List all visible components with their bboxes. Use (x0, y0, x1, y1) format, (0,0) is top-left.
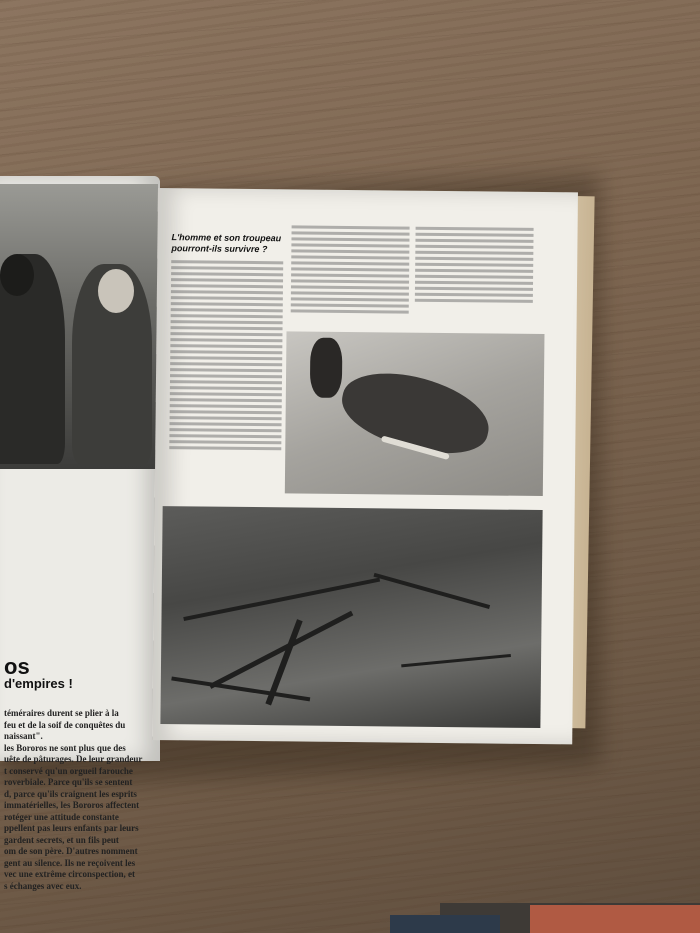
text-column-2 (291, 225, 410, 326)
body-line: roverbiale. Parce qu'ils se sentent (4, 777, 133, 787)
body-line: naissant". (4, 731, 43, 741)
floor-tiles (530, 905, 700, 933)
body-line: uête de pâturages. De leur grandeur (4, 754, 143, 764)
body-line: gardent secrets, et un fils peut (4, 834, 119, 845)
text-column-3 (415, 227, 534, 328)
left-heading: os (4, 654, 30, 679)
portrait-photo (0, 184, 158, 469)
face-right (98, 269, 134, 313)
left-subheading: d'empires ! (4, 676, 73, 691)
body-line: d, parce qu'ils craignent les esprits (4, 788, 137, 799)
body-line: vec une extrême circonspection, et (4, 869, 136, 879)
calf (310, 338, 343, 398)
body-line: téméraires durent se plier à la (4, 708, 119, 718)
left-page (0, 176, 160, 891)
cattle-photo (285, 331, 545, 496)
blue-cloth (390, 915, 500, 933)
body-line: s échanges avec eux. (4, 880, 82, 891)
text-column-1 (169, 260, 283, 491)
left-body-text (4, 708, 154, 892)
body-line: ppellent pas leurs enfants par leurs (4, 823, 139, 833)
article-title: L'homme et son troupeau pourront-ils survivre ? (171, 232, 282, 255)
body-line: feu et de la soif de conquêtes du (4, 719, 126, 730)
body-line: rotéger une attitude constante (4, 811, 119, 822)
cracked-earth-photo (160, 506, 542, 728)
body-line: immatérielles, les Bororos affectent (4, 800, 140, 810)
body-line: les Bororos ne sont plus que des (4, 742, 126, 753)
body-line: om de son père. D'autres nomment (4, 846, 138, 856)
body-line: t conservé qu'un orgueil farouche (4, 765, 133, 776)
body-line: gent au silence. Ils ne reçoivent les (4, 857, 136, 868)
right-page (152, 188, 578, 744)
face-left (0, 254, 34, 296)
